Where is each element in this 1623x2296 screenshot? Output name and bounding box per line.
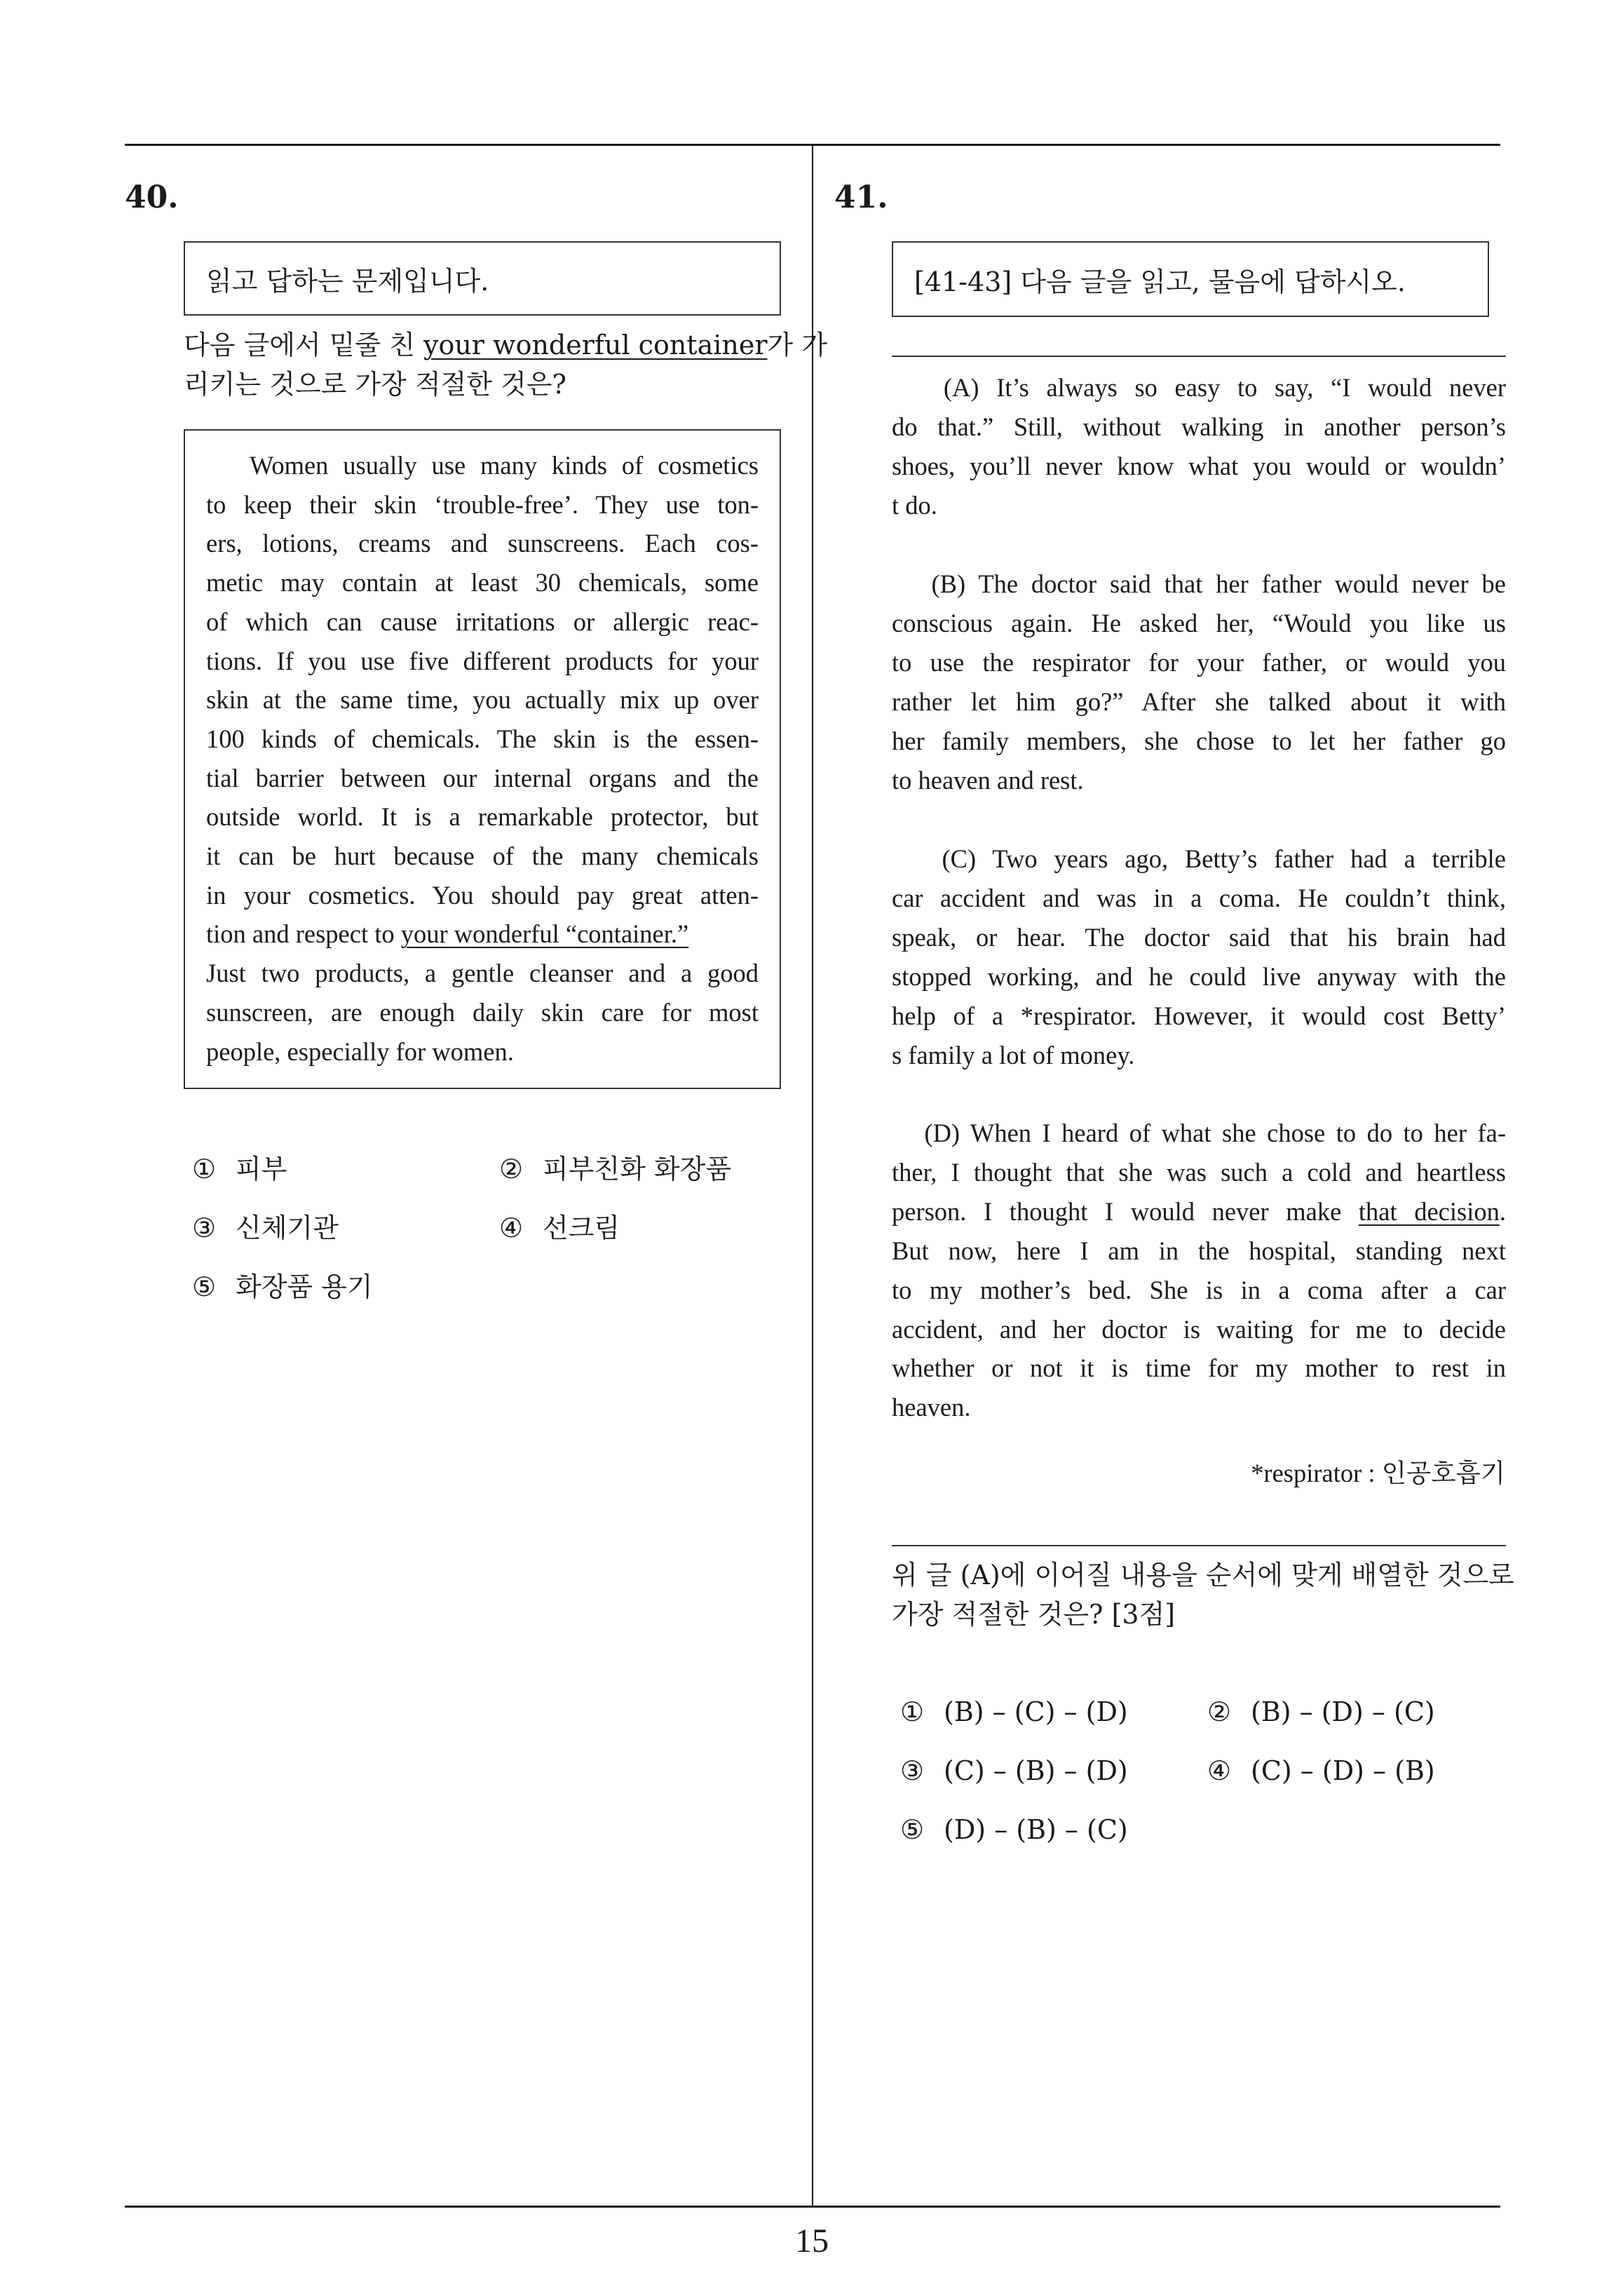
passage-line: Women usually use many kinds of cosmetics: [206, 451, 759, 480]
paragraph-line: car accident and was in a coma. He couldn’t think,: [892, 883, 1506, 912]
q40-question: [184, 325, 828, 404]
page-number: 15: [795, 2222, 829, 2260]
paragraph-line: stopped working, and he could live anyway with the: [892, 961, 1506, 991]
choice-text: 선크림: [543, 1213, 620, 1243]
paragraph-line: shoes, you’ll never know what you would or wouldn’: [892, 451, 1506, 480]
paragraph-line: speak, or hear. The doctor said that his brain had: [892, 922, 1506, 952]
choice-text: 화장품 용기: [236, 1271, 373, 1302]
choice-number: ①: [900, 1696, 925, 1727]
question-41-number: 41.: [834, 180, 888, 215]
passage-line: ers, lotions, creams and sunscreens. Each cos-: [206, 529, 759, 558]
q40-question-line2: 리키는 것으로 가장 적절한 것은?: [184, 369, 566, 400]
q41-question-line1: 위 글 (A)에 이어질 내용을 순서에 맞게 배열한 것으로: [892, 1560, 1514, 1591]
choice-text: (B) – (C) – (D): [944, 1696, 1128, 1727]
paragraph-line: But now, here I am in the hospital, standing next: [892, 1236, 1506, 1265]
passage-line: [206, 914, 759, 954]
para-d-line3-post: .: [1499, 1196, 1506, 1226]
q40-instruction-box: [184, 241, 781, 316]
paragraph-line: to heaven and rest.: [892, 765, 1084, 795]
passage-line: outside world. It is a remarkable protector, but: [206, 802, 759, 832]
underlined-that-decision: that decision: [1358, 1196, 1500, 1226]
q41-instruction-box: [892, 241, 1489, 317]
passage-line: it can be hurt because of the many chemicals: [206, 842, 759, 871]
choice-number: ⑤: [900, 1814, 925, 1845]
choice-number: ③: [192, 1213, 217, 1243]
paragraph-line: to my mother’s bed. She is in a coma after a car: [892, 1275, 1506, 1304]
choice-text: (B) – (D) – (C): [1251, 1696, 1435, 1727]
paragraph-line: (D) When I heard of what she chose to do to her fa-: [892, 1119, 1506, 1147]
choice-number: ②: [499, 1154, 524, 1184]
passage-line: skin at the same time, you actually mix up over: [206, 685, 759, 715]
paragraph-line: help of a *respirator. However, it would cost Betty’: [892, 1001, 1506, 1030]
choice-number: ⑤: [192, 1271, 217, 1302]
passage-line13-pre: tion and respect to: [206, 919, 401, 949]
passage-line: sunscreen, are enough daily skin care for most: [206, 997, 759, 1027]
choice-text: (D) – (B) – (C): [944, 1814, 1128, 1845]
q41-question-line2: 가장 적절한 것은? [3점]: [892, 1599, 1176, 1630]
passage-top-rule: [892, 356, 1506, 357]
paragraph-line: accident, and her doctor is waiting for me to decide: [892, 1314, 1506, 1344]
q41-instruction: [41-43] 다음 글을 읽고, 물음에 답하시오.: [914, 266, 1406, 297]
passage-line: to keep their skin ‘trouble-free’. They use ton-: [206, 489, 759, 519]
q40-choice-1[interactable]: [192, 1156, 287, 1182]
q40-question-pre: 다음 글에서 밑줄 친: [184, 330, 423, 360]
paragraph-line: t do.: [892, 490, 937, 520]
para-d-line3-pre: person. I thought I would never make: [892, 1196, 1359, 1226]
paragraph-line: whether or not it is time for my mother to rest in: [892, 1353, 1506, 1383]
passage-line: tions. If you use five different products for your: [206, 646, 759, 675]
paragraph-line: do that.” Still, without walking in another person’s: [892, 412, 1506, 441]
passage-line: of which can cause irritations or allergic reac-: [206, 607, 759, 636]
passage-line: Just two products, a gentle cleanser and a good: [206, 959, 759, 988]
paragraph-line: rather let him go?” After she talked about it with: [892, 687, 1506, 716]
choice-text: (C) – (B) – (D): [944, 1755, 1128, 1786]
paragraph-line: (A) It’s always so easy to say, “I would never: [892, 373, 1506, 402]
passage-line: 100 kinds of chemicals. The skin is the essen-: [206, 724, 759, 753]
paragraph-line: s family a lot of money.: [892, 1040, 1135, 1069]
underlined-container-phrase: your wonderful “container.”: [400, 919, 689, 949]
q40-choice-4[interactable]: [499, 1215, 620, 1241]
respirator-footnote: *respirator : 인공호흡기: [1251, 1459, 1505, 1487]
q41-choice-3[interactable]: [900, 1757, 1128, 1784]
q40-choice-2[interactable]: [499, 1156, 731, 1182]
paragraph-line: ther, I thought that she was such a cold and heartless: [892, 1157, 1506, 1187]
passage-line: tial barrier between our internal organs and the: [206, 763, 759, 792]
choice-number: ④: [499, 1213, 524, 1243]
question-top-rule: [892, 1545, 1506, 1546]
q41-question: [892, 1555, 1514, 1634]
passage-line: in your cosmetics. You should pay great atten-: [206, 880, 759, 910]
paragraph-line: conscious again. He asked her, “Would you like us: [892, 608, 1506, 637]
q41-choice-2[interactable]: [1207, 1696, 1435, 1727]
choice-number: ①: [192, 1154, 217, 1184]
paragraph-line: [892, 1192, 1506, 1231]
choice-text: 신체기관: [236, 1213, 339, 1243]
question-40-number: 40.: [125, 180, 179, 215]
q40-choice-5[interactable]: [192, 1271, 373, 1302]
paragraph-line: (C) Two years ago, Betty’s father had a terrible: [892, 844, 1506, 873]
column-divider: [812, 144, 813, 2208]
choice-number: ③: [900, 1755, 925, 1786]
q41-choice-1[interactable]: [900, 1696, 1128, 1727]
choice-text: 피부: [236, 1154, 287, 1184]
paragraph-line: heaven.: [892, 1393, 971, 1422]
paragraph-d: [892, 1114, 1506, 1427]
paragraph-line: (B) The doctor said that her father would never be: [892, 569, 1506, 598]
choice-number: ④: [1207, 1755, 1232, 1786]
paragraph-b: [892, 565, 1506, 799]
q40-passage-box: [184, 429, 781, 1089]
choice-number: ②: [1207, 1696, 1232, 1727]
paragraph-line: to use the respirator for your father, or would you: [892, 647, 1506, 677]
paragraph-c: [892, 839, 1506, 1074]
paragraph-line: her family members, she chose to let her father go: [892, 726, 1506, 755]
paragraph-a: [892, 368, 1506, 525]
choice-text: 피부친화 화장품: [543, 1154, 732, 1184]
passage-line: people, especially for women.: [206, 1036, 514, 1066]
choice-text: (C) – (D) – (B): [1251, 1755, 1435, 1786]
passage-line: metic may contain at least 30 chemicals, some: [206, 568, 759, 597]
q41-choice-5[interactable]: [900, 1816, 1128, 1843]
bottom-rule: [125, 2206, 1500, 2208]
q40-question-post: 가 가: [767, 330, 828, 360]
q41-choice-4[interactable]: [1207, 1757, 1435, 1784]
q40-question-underlined: your wonderful container: [423, 330, 768, 360]
q40-instruction: 읽고 답하는 문제입니다.: [206, 265, 489, 297]
q40-choice-3[interactable]: [192, 1215, 339, 1241]
